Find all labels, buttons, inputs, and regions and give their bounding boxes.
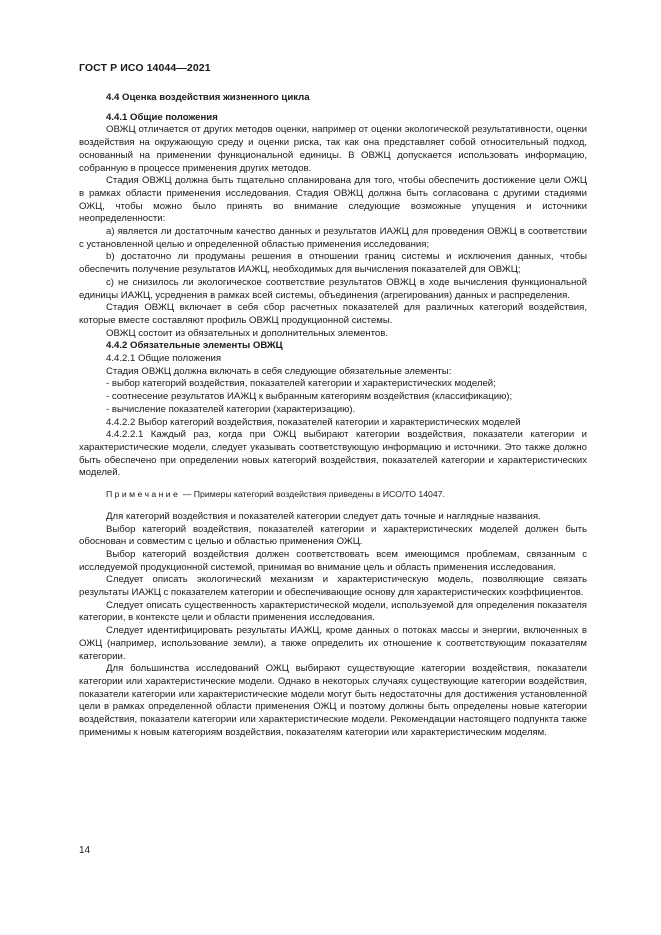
paragraph: Стадия ОВЖЦ включает в себя сбор расчетных показателей для различных категорий воздействия, которые вместе составляют профиль ОВЖЦ продукционной системы. <box>79 302 587 326</box>
subsection-title-4-4-2: 4.4.2 Обязательные элементы ОВЖЦ <box>106 340 283 352</box>
paragraph: Для категорий воздействия и показателей категории следует дать точные и наглядные названия. <box>106 510 541 522</box>
paragraph: Следует идентифицировать результаты ИАЖЦ, кроме данных о потоках массы и энергии, включенных в ОЖЦ (например, использование земли), а также определить их отношение к соответствующим показателям категории. <box>79 625 587 662</box>
page-number: 14 <box>79 845 91 856</box>
bullet-item: - вычисление показателей категории (характеризацию). <box>106 403 356 415</box>
list-item-a: a) является ли достаточным качество данных и результатов ИАЖЦ для проведения ОВЖЦ в соответствии с установленной целью и определенной областью применения исследования; <box>79 226 587 250</box>
paragraph: ОВЖЦ состоит из обязательных и дополнительных элементов. <box>106 327 388 339</box>
paragraph: Стадия ОВЖЦ должна быть тщательно спланирована для того, чтобы обеспечить достижение цели ОЖЦ в рамках области применения исследования. Стадия ОВЖЦ должна быть согласована с другими стадиями ОЖЦ, чтобы можно было принять во внимание следующие возможные упущения и источники неопределенности: <box>79 175 587 225</box>
paragraph: Следует описать экологический механизм и характеристическую модель, позволяющие связать результаты ИАЖЦ с показателем категории и обеспечивающие основу для характеристических коэффициентов. <box>79 574 587 599</box>
note <box>79 488 587 501</box>
subsection-title-4-4-2-1: 4.4.2.1 Общие положения <box>106 353 222 365</box>
bullet-item: - соотнесение результатов ИАЖЦ к выбранным категориям воздействия (классификацию); <box>106 391 513 403</box>
subsection-title-4-4-1: 4.4.1 Общие положения <box>106 111 218 123</box>
paragraph: Выбор категорий воздействия, показателей категории и характеристических моделей должен быть обоснован и совместим с целью и областью применения ОЖЦ. <box>79 523 587 548</box>
paragraph: ОВЖЦ отличается от других методов оценки, например от оценки экологической результативности, оценки воздействия на окружающую среду и оценки риска, так как она представляет собой относительный подход, основанный на применении функциональной единицы. В ОВЖЦ допускается использовать информацию, собранную в процессе применения других методов. <box>79 124 587 174</box>
paragraph: Для большинства исследований ОЖЦ выбирают существующие категории воздействия, показатели категории или характеристические модели. Однако в некоторых случаях существующие категории воздействия, показатели категории или характеристические модели могут быть недостаточны для достижения установленной цели в рамках определенной области применения ОЖЦ и поэтому должны быть определены новые категории воздействия, показатели категории или характеристические модели. Рекомендации настоящего подпункта также применимы к новым категориям воздействия, показателям категории или характеристическим моделям. <box>79 663 587 738</box>
paragraph: Стадия ОВЖЦ должна включать в себя следующие обязательные элементы: <box>106 365 452 377</box>
page-content <box>79 92 587 739</box>
document-header: ГОСТ Р ИСО 14044—2021 <box>79 62 211 74</box>
note-label: Примечание <box>106 489 181 500</box>
paragraph: Следует описать существенность характеристической модели, используемой для определения показателя категории, в контексте цели и области применения исследования. <box>79 599 587 624</box>
list-item-c: c) не снизилось ли экологическое соответствие результатов ОВЖЦ в ходе вычисления функциональной единицы ИАЖЦ, усреднения в рамках всей системы, объединения (агрегирования) данных и распределения. <box>79 276 587 301</box>
list-item-b: b) достаточно ли продуманы решения в отношении границ системы и исключения данных, чтобы обеспечить получение результатов ИАЖЦ, необходимых для вычисления показателей для ОВЖЦ; <box>79 251 587 276</box>
section-title: 4.4 Оценка воздействия жизненного цикла <box>106 92 310 103</box>
note-text: — Примеры категорий воздействия приведены в ИСО/ТО 14047. <box>180 489 445 500</box>
paragraph: 4.4.2.2.1 Каждый раз, когда при ОЖЦ выбирают категории воздействия, показатели категории и характеристические модели, следует указывать соответствующую информацию и источники. Это также должно быть обеспечено при определении новых категорий воздействия, показателей категории и характеристических моделей. <box>79 429 587 479</box>
bullet-item: - выбор категорий воздействия, показателей категории и характеристических моделей; <box>106 378 496 390</box>
subsection-title-4-4-2-2: 4.4.2.2 Выбор категорий воздействия, показателей категории и характеристических моделей <box>106 416 521 428</box>
paragraph: Выбор категорий воздействия должен соответствовать всем имеющимся проблемам, связанным с исследуемой продукционной системой, принимая во внимание цель и область применения исследования. <box>79 548 587 573</box>
